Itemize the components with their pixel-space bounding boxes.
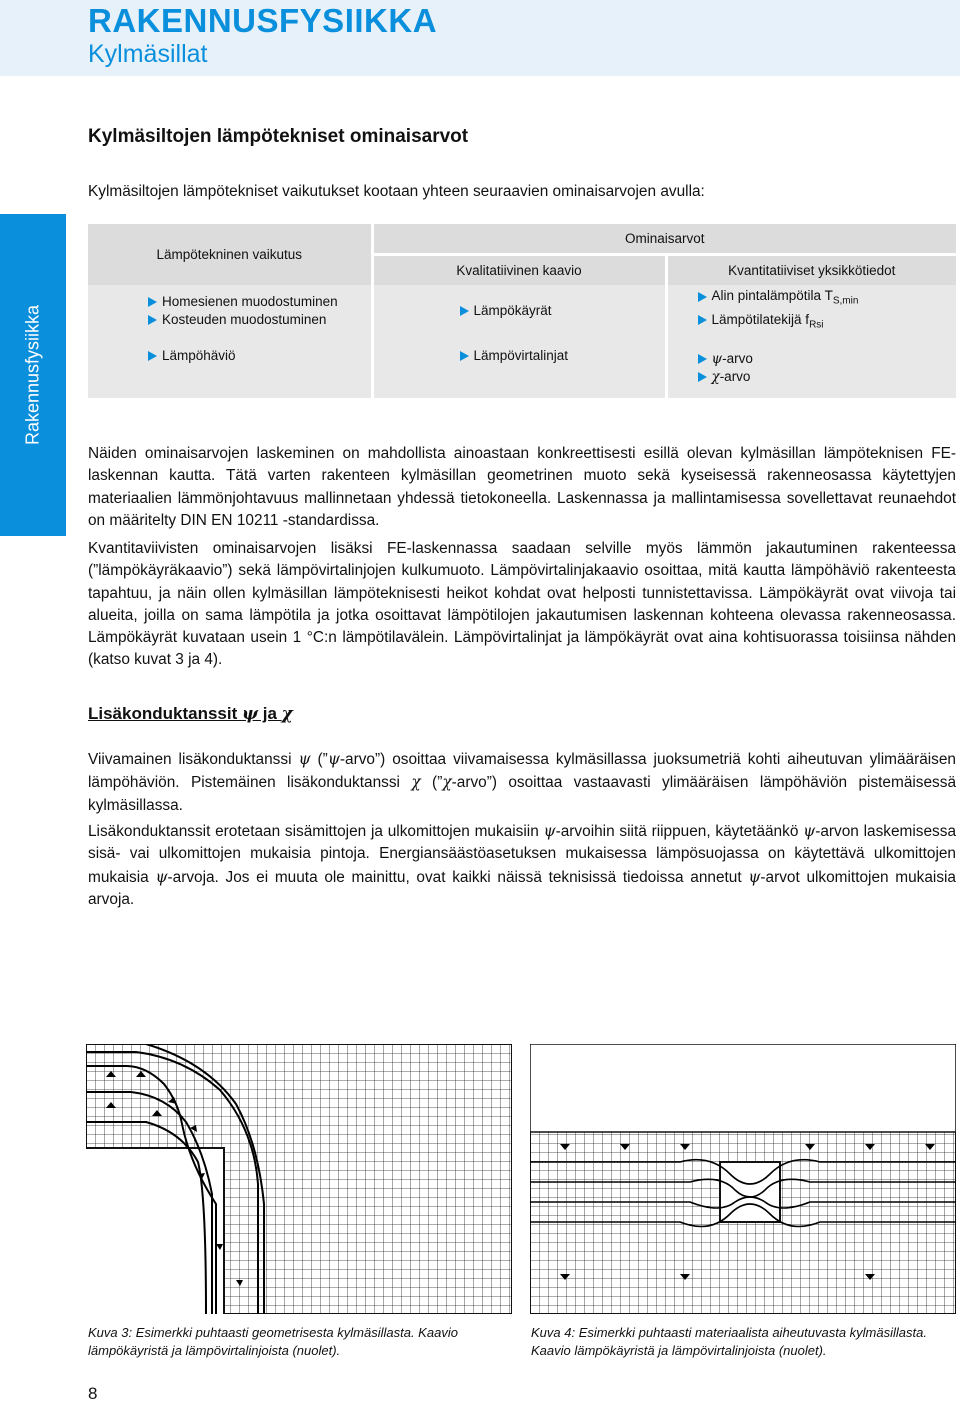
triangle-bullet-icon bbox=[148, 297, 157, 307]
subsection-heading: Lisäkonduktanssit ψ ja χ bbox=[88, 704, 293, 724]
document-title: RAKENNUSFYSIIKKA bbox=[88, 2, 438, 39]
paragraph-quantitative: Kvantitaviivisten ominaisarvojen lisäksi FE-laskennassa saadaan selville myös lämmön jakautuminen rakenteessa (”lämpökäyräkaavio”) sekä lämpövirtalinjojen kulkumuoto. Lämpövirtalinjakaavio osoittaa, mitä kautta lämpöhäviö rakenteesta tapahtuu, ja näin ollen kylmäsillan lämpöteknisesti heikot kohdat ovat helposti tunnistettavissa. Lämpökäyrät ovat viivoja tai alueita, joilla on sama lämpötila ja jotka osoittavat lämpötilojen jakautumisen laskennan kohteena olevassa rakenneosassa. Lämpökäyrät kuvataan usein 1 °C:n lämpötilavälein. Lämpövirtalinjat ja lämpökäyrät ovat aina kohtisuorassa toisiinsa nähden (katso kuvat 3 ja 4). bbox=[88, 540, 956, 669]
table-cell-effect: Homesienen muodostuminen bbox=[148, 293, 371, 311]
table-cell-diagram: Lämpökäyrät bbox=[460, 302, 665, 320]
table-header-quantitative: Kvantitatiiviset yksikkötiedot bbox=[666, 255, 956, 286]
section-heading: Kylmäsiltojen lämpötekniset ominaisarvot bbox=[88, 126, 469, 147]
triangle-bullet-icon bbox=[460, 351, 469, 361]
triangle-bullet-icon bbox=[698, 372, 707, 382]
figure-4-insert bbox=[720, 1162, 780, 1222]
figure-3-geometric-thermal-bridge bbox=[86, 1044, 512, 1314]
properties-table bbox=[88, 224, 956, 398]
figure-4-material-thermal-bridge bbox=[530, 1044, 956, 1314]
side-tab-label: Rakennusfysiikka bbox=[22, 304, 43, 446]
triangle-bullet-icon bbox=[698, 354, 707, 364]
table-cell-effect: Kosteuden muodostuminen bbox=[148, 311, 371, 329]
document-subtitle: Kylmäsillat bbox=[88, 40, 208, 68]
page-number: 8 bbox=[88, 1384, 98, 1403]
triangle-bullet-icon bbox=[148, 315, 157, 325]
triangle-bullet-icon bbox=[148, 351, 157, 361]
paragraph-dimensions: Lisäkonduktanssit erotetaan sisämittojen ja ulkomittojen mukaisiin ψ-arvoihin siitä riippuen, käytetäänkö ψ-arvon laskemisessa sisä- vai ulkomittojen mukaisia pintoja. Energiansäästöasetuksen mukaisessa lämpösuojassa on käytettävä ulkomittojen mukaisia ψ-arvoja. Jos ei muuta ole mainittu, ovat kaikki näissä teknisissä tiedoissa annetut ψ-arvot ulkomittojen mukaisia arvoja. bbox=[88, 822, 957, 908]
table-header-qualitative: Kvalitatiivinen kaavio bbox=[372, 255, 666, 286]
table-cell-effect: Lämpöhäviö bbox=[148, 347, 371, 365]
figure-3-caption: Kuva 3: Esimerkki puhtaasti geometrisesta kylmäsillasta. Kaavio lämpökäyristä ja lämpövirtalinjoista (nuolet). bbox=[88, 1325, 458, 1358]
triangle-bullet-icon bbox=[698, 292, 707, 302]
table-cell-value: ψ-arvo bbox=[698, 350, 957, 368]
table-cell-value: Alin pintalämpötila $T_{S,min}$ bbox=[698, 287, 957, 311]
triangle-bullet-icon bbox=[698, 315, 707, 325]
table-cell-value: χ-arvo bbox=[698, 368, 957, 386]
paragraph-fe-calculation: Näiden ominaisarvojen laskeminen on mahdollista ainoastaan konkreettisesti esillä olevan kylmäsillan lämpöteknisen FE-laskennan kautta. Tätä varten rakenteen kylmäsillan geometrinen muoto sekä kyseisessä rakenneosassa käytettyjen materiaalien lämmönjohtavuus mallinnetaan yhdessä tietokoneella. Laskennassa ja mallintamisessa sovellettavat reunaehdot on määritelty DIN EN 10211 -standardissa. bbox=[88, 445, 956, 529]
paragraph-conductance: Viivamainen lisäkonduktanssi ψ (”ψ-arvo”) osoittaa viivamaisessa kylmäsillassa juoksumetriä kohti aiheutuvan ylimääräisen lämpöhäviön. Pistemäinen lisäkonduktanssi χ (”χ-arvo”) osoittaa vastaavasti ylimääräisen lämpöhäviön pistemäisessä kylmäsillassa. bbox=[88, 750, 956, 814]
table-header-group: Ominaisarvot bbox=[372, 224, 956, 255]
table-header-effect: Lämpötekninen vaikutus bbox=[88, 224, 372, 285]
intro-paragraph: Kylmäsiltojen lämpötekniset vaikutukset kootaan yhteen seuraavien ominaisarvojen avulla: bbox=[88, 183, 705, 200]
table-row bbox=[88, 337, 956, 398]
figure-4-upper-field bbox=[530, 1044, 956, 1132]
table-cell-diagram: Lämpövirtalinjat bbox=[460, 347, 665, 365]
triangle-bullet-icon bbox=[460, 306, 469, 316]
figure-4-caption: Kuva 4: Esimerkki puhtaasti materiaalista aiheutuvasta kylmäsillasta. Kaavio lämpökäyristä ja lämpövirtalinjoista (nuolet). bbox=[531, 1325, 927, 1358]
table-row bbox=[88, 285, 956, 337]
figure-3-interior bbox=[86, 1148, 224, 1314]
table-cell-value: Lämpötilatekijä $f_{Rsi}$ bbox=[698, 311, 957, 335]
side-tab bbox=[0, 214, 66, 536]
